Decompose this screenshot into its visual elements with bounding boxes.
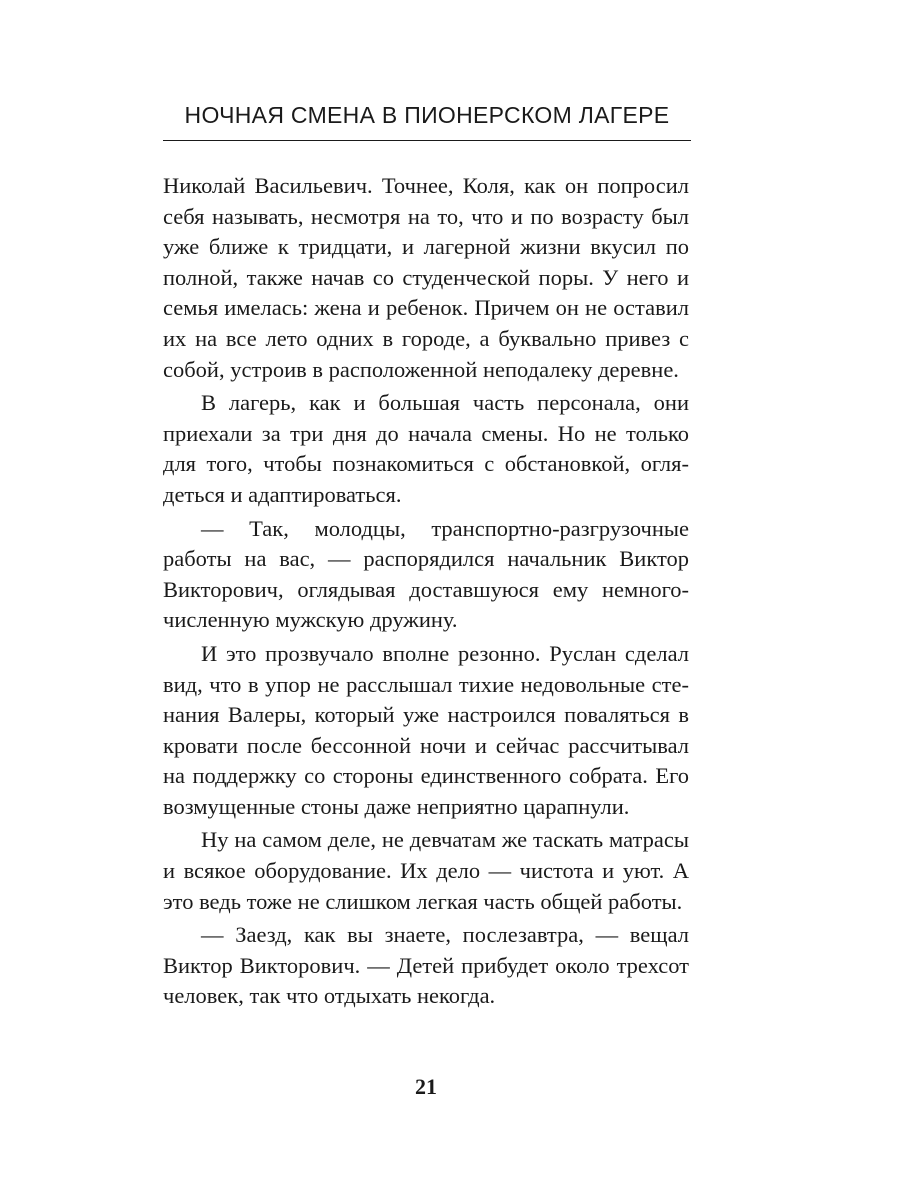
body-text [163,171,689,1015]
header-rule [163,140,691,141]
running-title: НОЧНАЯ СМЕНА В ПИОНЕРСКОМ ЛАГЕРЕ [184,102,670,128]
paragraph: — Заезд, как вы знаете, послезавтра, — вещал Виктор Викторович. — Детей прибудет около трехсот человек, так что отдыхать некогда. [163,922,689,1009]
paragraph: И это прозвучало вполне резонно. Руслан сделал вид, что в упор не расслышал тихие недовольные стенания Валеры, который уже настроился поваляться в кровати после бессонной ночи и сейчас рассчитывал на поддержку со стороны единственного собрата. Его возмущенные стоны даже неприятно царапнули. [163,640,689,819]
paragraph: В лагерь, как и большая часть персонала, они приехали за три дня до начала смены. Но не только для того, чтобы познакомиться с обстановкой, оглядеться и адаптироваться. [163,390,689,507]
paragraph: Ну на самом деле, не девчатам же таскать матрасы и всякое оборудование. Их дело — чистота и уют. А это ведь тоже не слишком легкая часть общей работы. [163,827,689,914]
paragraph: — Так, молодцы, транспортно-разгрузочные работы на вас, — распорядился начальник Виктор Викторович, оглядывая доставшуюся ему немногочисленную мужскую дружину. [163,515,689,633]
page-number: 21 [415,1074,437,1099]
paragraph: Николай Васильевич. Точнее, Коля, как он попросил себя называть, несмотря на то, что и по возрасту был уже ближе к тридцати, и лагерной жизни вкусил по полной, также начав со студенческой поры. У него и семья имелась: жена и ребенок. Причем он не оставил их на все лето одних в городе, а буквально привез с собой, устроив в расположенной неподалеку деревне. [163,173,689,382]
